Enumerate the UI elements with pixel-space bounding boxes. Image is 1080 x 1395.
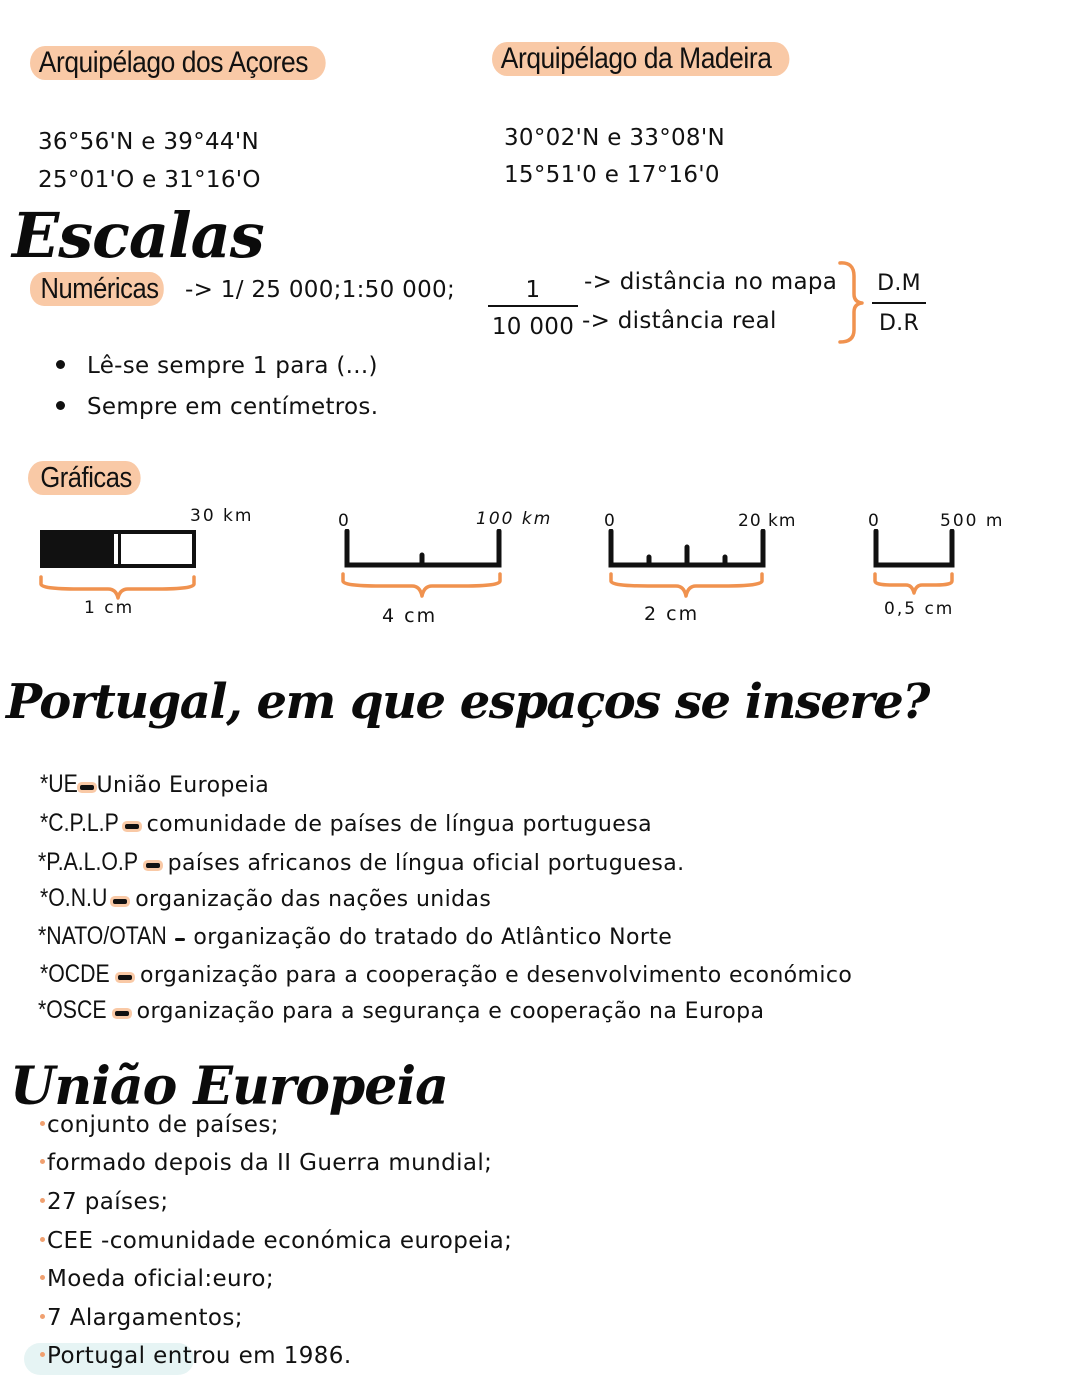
scale-start-label: 0 (604, 511, 617, 531)
organization-item (38, 848, 684, 877)
dash-separator (115, 1011, 129, 1016)
scale-line-icon (600, 529, 770, 569)
eu-fact-text: 7 Alargamentos; (47, 1305, 243, 1331)
eu-fact-item (40, 1343, 352, 1369)
organization-item (40, 884, 491, 913)
org-description: organização do tratado do Atlântico Norte (193, 925, 673, 950)
organization-item (38, 996, 764, 1025)
rule-text: Lê-se sempre 1 para (...) (87, 353, 378, 379)
madeira-title: Arquipélago da Madeira (492, 42, 789, 76)
dash-separator (146, 863, 160, 868)
organization-item (38, 922, 672, 951)
org-description: organização para a segurança e cooperação na Europa (136, 999, 765, 1024)
uniao-europeia-heading: União Europeia (10, 1056, 448, 1117)
graphic-scale-ticks (600, 505, 840, 635)
azores-title: Arquipélago dos Açores (30, 46, 326, 80)
madeira-longitude: 15°51'0 e 17°16'0 (504, 162, 720, 188)
eu-fact-item (40, 1266, 274, 1292)
dash-separator (125, 824, 139, 829)
bullet-icon (40, 1198, 45, 1203)
scale-length-label: 0,5 cm (884, 599, 955, 619)
eu-fact-text: conjunto de países; (47, 1112, 279, 1138)
ratio-bar (872, 302, 926, 304)
organization-item (40, 960, 852, 989)
bullet-icon (56, 401, 65, 410)
org-abbreviation: *O.N.U (40, 884, 108, 912)
rule-text: Sempre em centímetros. (87, 394, 379, 420)
org-description: organização das nações unidas (135, 887, 492, 912)
organization-item (40, 809, 652, 838)
scale-bar-divider (118, 534, 121, 564)
scale-length-label: 4 cm (382, 605, 438, 627)
eu-fact-item (40, 1112, 279, 1138)
org-abbreviation: *OCDE (40, 960, 110, 988)
curly-brace-icon (340, 571, 506, 605)
scale-line-icon (336, 529, 506, 569)
denominator-meaning: -> distância real (582, 308, 777, 334)
organization-item (40, 770, 269, 799)
org-description: países africanos de língua oficial portuguesa. (167, 851, 685, 876)
org-abbreviation: *NATO/OTAN (38, 922, 167, 950)
org-description: União Europeia (96, 773, 270, 798)
fraction-bar (488, 305, 578, 307)
bullet-icon (56, 360, 65, 369)
org-description: organização para a cooperação e desenvolvimento económico (139, 963, 853, 988)
scale-bar-filled-segment (44, 534, 114, 564)
curly-brace-icon (608, 571, 768, 605)
numerator-meaning: -> distância no mapa (584, 269, 838, 295)
dm-dr-ratio (872, 270, 926, 338)
org-abbreviation: *UE (40, 770, 78, 798)
madeira-latitude: 30°02'N e 33°08'N (504, 125, 725, 151)
ratio-numerator: D.M (877, 271, 921, 296)
numericas-label: Numéricas (30, 272, 164, 306)
scale-end-label: 100 km (476, 509, 553, 529)
numericas-row (30, 272, 182, 306)
dash-separator (175, 938, 185, 941)
bullet-icon (40, 1275, 45, 1280)
rule-item (56, 352, 378, 380)
azores-section (30, 46, 366, 80)
eu-fact-item (40, 1228, 512, 1254)
org-abbreviation: *C.P.L.P (40, 809, 119, 837)
bullet-icon (40, 1121, 45, 1126)
madeira-section (492, 42, 830, 76)
org-abbreviation: *OSCE (38, 996, 107, 1024)
scale-length-label: 2 cm (644, 603, 700, 625)
eu-fact-text: Moeda oficial:euro; (47, 1266, 274, 1292)
fraction-denominator: 10 000 (491, 314, 575, 340)
graphic-scale-ticks (864, 505, 1044, 635)
scale-end-label: 500 m (940, 511, 1005, 531)
dash-separator (80, 785, 94, 790)
fraction (488, 276, 578, 341)
dash-separator (113, 899, 127, 904)
ratio-denominator: D.R (878, 311, 920, 336)
graphic-scale-ticks (336, 505, 576, 635)
scale-line-icon (864, 529, 964, 569)
eu-fact-text: Portugal entrou em 1986. (47, 1343, 352, 1369)
eu-fact-text: 27 países; (47, 1189, 169, 1215)
graficas-section (28, 461, 156, 495)
org-description: comunidade de países de língua portuguesa (146, 812, 652, 837)
escalas-heading: Escalas (12, 199, 264, 272)
scale-end-label: 20 km (738, 511, 797, 531)
org-abbreviation: *P.A.L.O.P (38, 848, 139, 876)
scale-start-label: 0 (338, 511, 351, 531)
bullet-icon (40, 1237, 45, 1242)
numericas-examples: -> 1/ 25 000;1:50 000; (185, 277, 456, 303)
graficas-label: Gráficas (28, 461, 141, 495)
scale-start-label: 0 (868, 511, 881, 531)
scale-bar-outline (40, 530, 196, 568)
eu-fact-item (40, 1150, 492, 1176)
azores-latitude: 36°56'N e 39°44'N (38, 129, 259, 155)
graphic-scale-bar (38, 500, 278, 630)
curly-brace-icon (872, 571, 962, 601)
eu-fact-text: formado depois da II Guerra mundial; (47, 1150, 493, 1176)
dash-separator (118, 975, 132, 980)
fraction-numerator: 1 (525, 277, 541, 303)
rule-item (56, 393, 378, 421)
scale-end-label: 30 km (190, 506, 254, 526)
bullet-icon (40, 1314, 45, 1319)
scale-length-label: 1 cm (84, 598, 135, 618)
eu-fact-item (40, 1305, 243, 1331)
eu-fact-item (40, 1189, 169, 1215)
eu-fact-text: CEE -comunidade económica europeia; (47, 1228, 513, 1254)
right-brace-icon (836, 258, 866, 348)
bullet-icon (40, 1159, 45, 1164)
bullet-icon (40, 1352, 45, 1357)
azores-longitude: 25°01'O e 31°16'O (38, 167, 261, 193)
portugal-spaces-heading: Portugal, em que espaços se insere? (6, 674, 929, 730)
